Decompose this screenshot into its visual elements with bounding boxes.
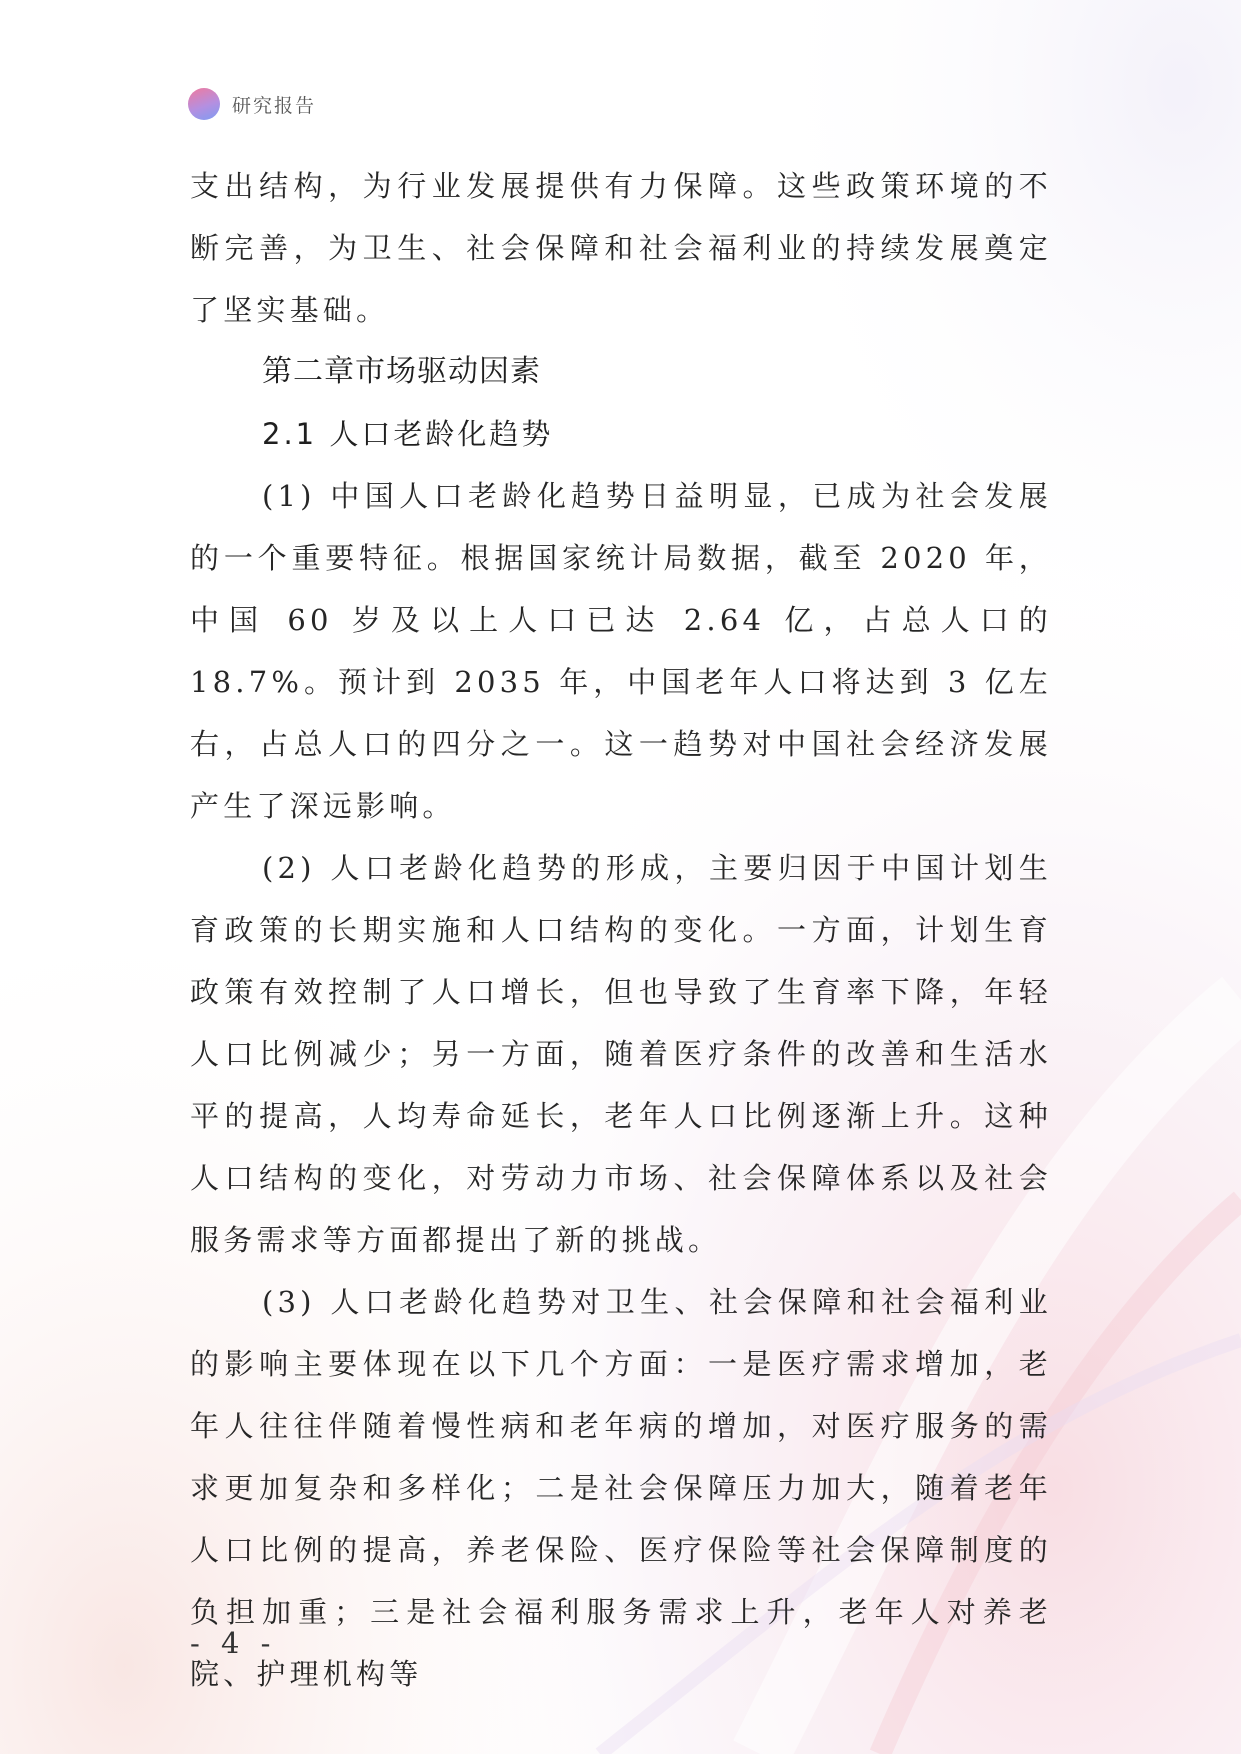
section-title: 2.1 人口老龄化趋势: [262, 417, 554, 451]
header-label: 研究报告: [232, 94, 317, 117]
paragraph-3: (3) 人口老龄化趋势对卫生、社会保障和社会福利业的影响主要体现在以下几个方面：一是医疗需求增加，老年人往往伴随着慢性病和老年病的增加，对医疗服务的需求更加复杂和多样化；二是社会保障压力加大，随着老年人口比例的提高，养老保险、医疗保险等社会保障制度的负担加重；三是社会福利服务需求上升，老年人对养老院、护理机构等: [190, 1285, 1052, 1691]
report-header: [188, 88, 316, 120]
paragraph-2: (2) 人口老龄化趋势的形成，主要归因于中国计划生育政策的长期实施和人口结构的变化。一方面，计划生育政策有效控制了人口增长，但也导致了生育率下降，年轻人口比例减少；另一方面，随着医疗条件的改善和生活水平的提高，人均寿命延长，老年人口比例逐渐上升。这种人口结构的变化，对劳动力市场、社会保障体系以及社会服务需求等方面都提出了新的挑战。: [190, 851, 1052, 1257]
page-number: - 4 -: [190, 1626, 277, 1660]
document-body: [190, 155, 1052, 1705]
report-logo-icon: [188, 88, 220, 120]
paragraph-continued: 支出结构，为行业发展提供有力保障。这些政策环境的不断完善，为卫生、社会保障和社会福利业的持续发展奠定了坚实基础。: [190, 169, 1052, 327]
chapter-title: 第二章市场驱动因素: [262, 354, 541, 389]
paragraph-1: (1) 中国人口老龄化趋势日益明显，已成为社会发展的一个重要特征。根据国家统计局数据，截至 2020 年，中国 60 岁及以上人口已达 2.64 亿，占总人口的 18.7%。预计到 2035 年，中国老年人口将达到 3 亿左右，占总人口的四分之一。这一趋势对中国社会经济发展产生了深远影响。: [190, 479, 1052, 823]
